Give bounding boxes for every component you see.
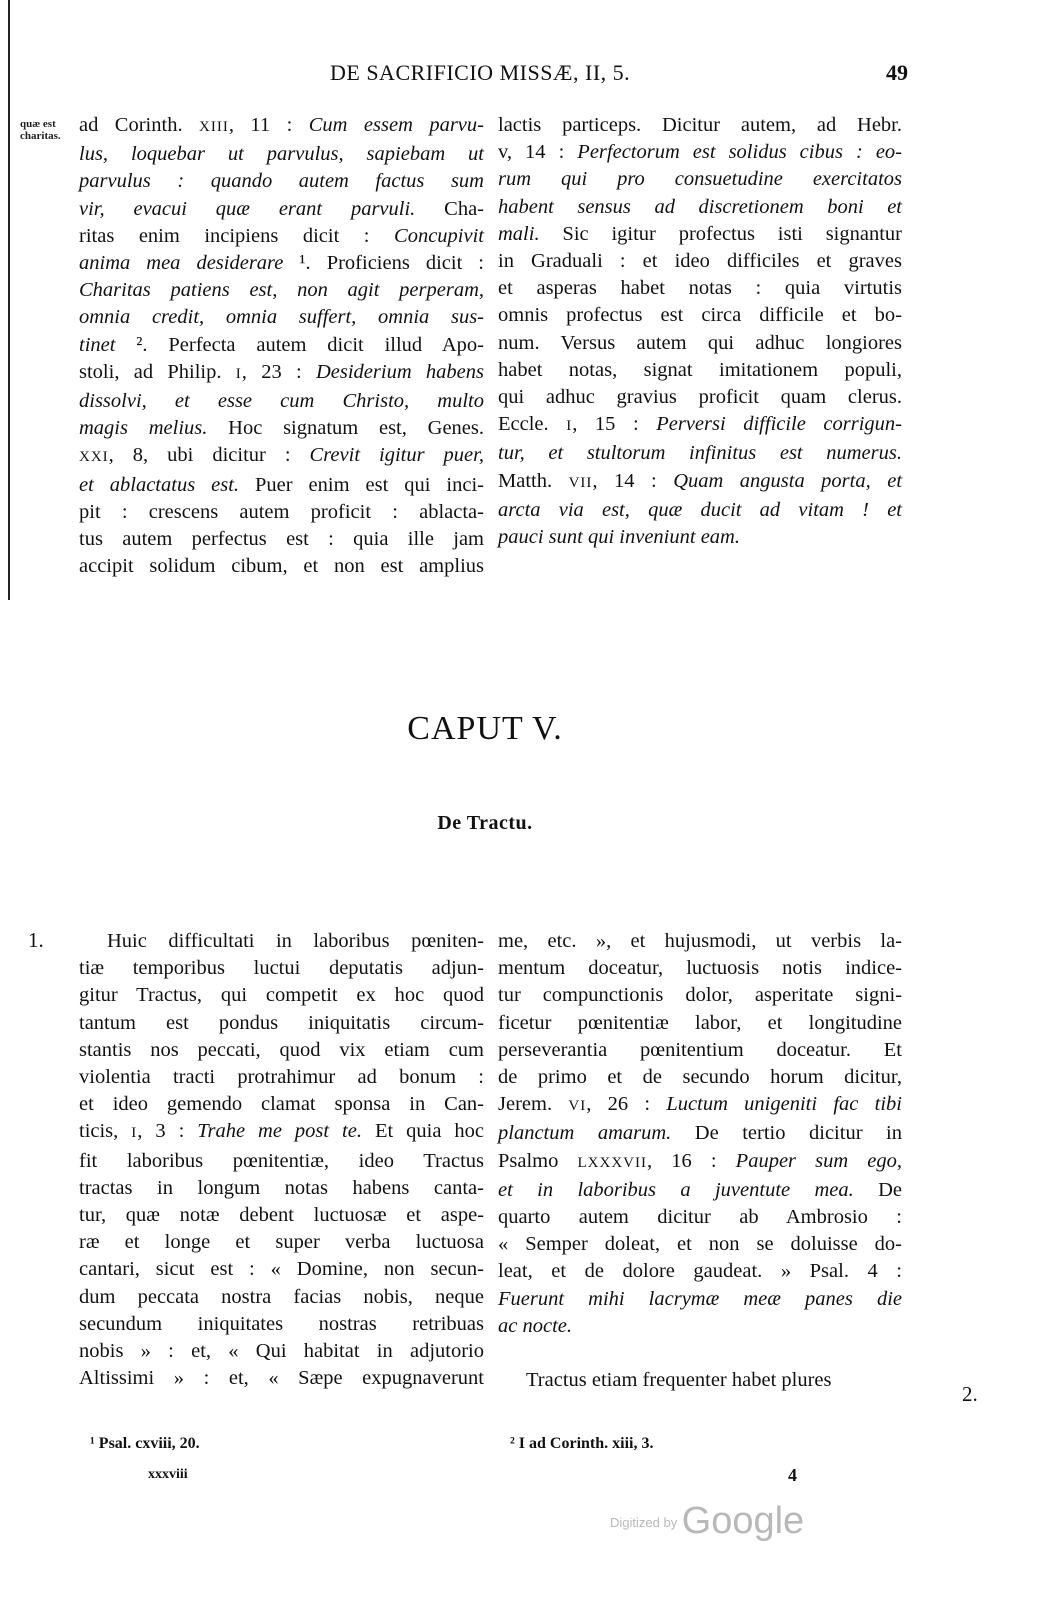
text-line: anima mea desiderare ¹. Proficiens dicit : [79,252,484,275]
text-line: Eccle. I, 15 : Perversi difficile corrigun- [498,413,902,436]
text-line: secundum iniquitates nostras retribuas [79,1312,484,1335]
text-line: omnis profectus est circa difficile et bo- [498,304,902,327]
text-line: fit laboribus pœnitentiæ, ideo Tractus [79,1149,484,1172]
margin-note-line: charitas. [20,130,61,142]
watermark-prefix: Digitized by [610,1515,678,1530]
text-line: mali. Sic igitur profectus isti signantur [498,222,902,245]
text-line: stantis nos peccati, quod vix etiam cum [79,1038,484,1061]
text-line: Huic difficultati in laboribus pœniten- [107,930,484,952]
text-line: Psalmo LXXXVII, 16 : Pauper sum ego, [498,1149,903,1172]
text-line: perseverantia pœnitentium doceatur. Et [498,1038,902,1061]
paragraph-number: 1. [28,928,44,952]
text-line: num. Versus autem qui adhuc longiores [498,331,902,354]
text-line: leat, et de dolore gaudeat. » Psal. 4 : [498,1260,902,1283]
text-line: in Graduali : et ideo difficiles et graves [498,250,902,273]
text-line: « Semper doleat, et non se doluisse do- [498,1233,902,1256]
text-line: ticis, I, 3 : Trahe me post te. Et quia hoc [79,1120,484,1143]
running-head: DE SACRIFICIO MISSÆ, II, 5. [330,60,631,85]
binding-edge-line [8,0,10,600]
text-line: parvulus : quando autem factus sum [79,170,484,193]
text-line: lactis particeps. Dicitur autem, ad Hebr. [498,114,902,136]
signature-number: 4 [788,1465,797,1485]
margin-note [20,118,61,142]
text-line: Tractus etiam frequenter habet plures [526,1369,832,1392]
text-line: habet notas, signat imitationem populi, [498,358,902,381]
digitized-watermark [610,1500,804,1543]
text-line: et ablactatus est. Puer enim est qui inci- [79,473,484,496]
text-line: de primo et de secundo horum dicitur, [498,1066,902,1089]
footnote-left: ¹ Psal. cxviii, 20. [90,1435,200,1452]
text-line: pit : crescens autem proficit : ablacta- [79,500,484,523]
text-line: tinet ². Perfecta autem dicit illud Apo- [79,333,484,356]
text-line: violentia tracti protrahimur ad bonum : [79,1066,484,1089]
text-line: ræ et longe et super verba luctuosa [79,1231,484,1254]
top-left-column [79,112,484,580]
text-line: tantum est pondus iniquitatis circum- [79,1011,484,1034]
text-line: cantari, sicut est : « Domine, non secun- [79,1258,484,1281]
text-line: et ideo gemendo clamat sponsa in Can- [79,1093,484,1116]
text-line: accipit solidum cibum, et non est amplius [79,555,484,578]
text-line: gitur Tractus, qui competit ex hoc quod [79,984,484,1007]
signature-mark: xxxviii [148,1467,188,1482]
text-line: v, 14 : Perfectorum est solidus cibus : eo- [498,141,902,164]
bottom-right-column [498,928,902,1394]
text-line: planctum amarum. De tertio dicitur in [498,1122,902,1145]
text-line: lus, loquebar ut parvulus, sapiebam ut [79,143,484,166]
chapter-title: CAPUT V. [407,710,563,747]
text-line: ritas enim incipiens dicit : Concupivit [79,224,484,247]
text-line: et in laboribus a juventute mea. De [498,1178,903,1201]
paragraph-number: 2. [962,1382,978,1406]
page-number: 49 [886,60,908,85]
text-line: tiæ temporibus luctui deputatis adjun- [79,957,484,980]
text-line: rum qui pro consuetudine exercitatos [498,168,902,191]
text-line: qui adhuc gravius proficit quam clerus. [498,386,902,409]
text-line: habent sensus ad discretionem boni et [498,195,902,218]
text-line: magis melius. Hoc signatum est, Genes. [79,417,484,440]
text-line: vir, evacui quæ erant parvuli. Cha- [79,197,484,220]
footnote-right: ² I ad Corinth. xiii, 3. [510,1435,654,1452]
text-line: quarto autem dicitur ab Ambrosio : [498,1206,902,1229]
text-line: me, etc. », et hujusmodi, ut verbis la- [498,930,902,952]
text-line: tractas in longum notas habens canta- [79,1176,484,1199]
text-line: arcta via est, quæ ducit ad vitam ! et [498,498,902,521]
text-line: et asperas habet notas : quia virtutis [498,277,902,300]
text-line: tur compunctionis dolor, asperitate signi- [498,984,902,1007]
text-line: tus autem perfectus est : quia ille jam [79,528,484,551]
text-line: mentum doceatur, luctuosis notis indice- [498,957,902,980]
text-line: Fuerunt mihi lacrymæ meæ panes die [498,1287,902,1310]
top-right-column [498,112,902,551]
watermark-brand: Google [681,1500,805,1542]
text-line: ac nocte. [498,1314,572,1337]
text-line: XXI, 8, ubi dicitur : Crevit igitur puer, [79,444,484,467]
text-line: nobis » : et, « Qui habitat in adjutorio [79,1340,484,1363]
text-line: omnia credit, omnia suffert, omnia sus- [79,306,484,329]
text-line: dissolvi, et esse cum Christo, multo [79,390,484,413]
text-line: tur, quæ notæ debent luctuosæ et aspe- [79,1204,484,1227]
text-line: stoli, ad Philip. I, 23 : Desiderium habens [79,360,485,383]
text-line: Jerem. VI, 26 : Luctum unigeniti fac tibi [498,1093,902,1116]
section-title: De Tractu. [437,812,533,834]
text-line: ficetur pœnitentiæ labor, et longitudine [498,1011,902,1034]
bottom-left-column [79,928,484,1392]
text-line: Charitas patiens est, non agit perperam, [79,279,484,302]
text-line: Altissimi » : et, « Sæpe expugnaverunt [79,1367,484,1390]
text-line: dum peccata nostra facias nobis, neque [79,1285,484,1308]
text-line: tur, et stultorum infinitus est numerus. [498,442,902,465]
text-line: Matth. VII, 14 : Quam angusta porta, et [498,469,903,492]
margin-note-line: quæ est [20,118,56,130]
text-line: pauci sunt qui inveniunt eam. [498,526,740,549]
text-line: ad Corinth. XIII, 11 : Cum essem parvu- [79,114,484,136]
